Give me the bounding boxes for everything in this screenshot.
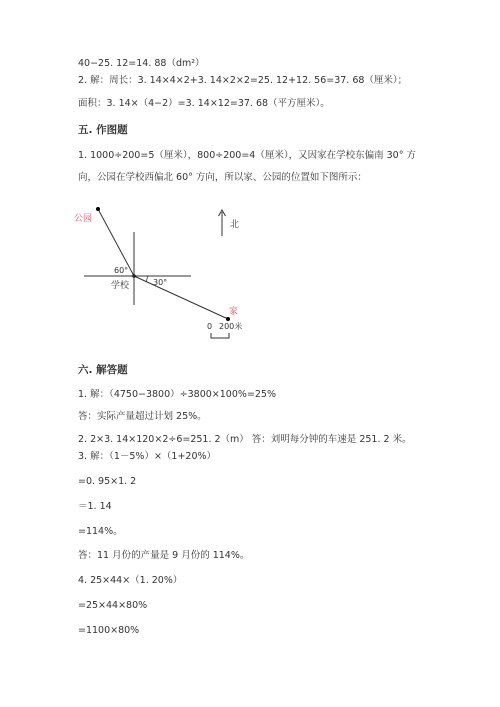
line-6: 1. 解：（4750−3800）÷3800×100%=25%: [78, 389, 276, 400]
line-8: 2. 2×3. 14×120×2÷6=251. 2（m） 答：刘明每分钟的车速是 251. 2 米。: [78, 434, 412, 445]
angle-60-label: 60°: [114, 266, 129, 275]
location-diagram: [0, 195, 500, 355]
line-2: 2. 解：周长：3. 14×4×2+3. 14×2×2=25. 12+12. 56=37. 68（厘米）；: [78, 75, 408, 86]
park-label: 公园: [74, 214, 93, 224]
line-11: ＝1. 14: [78, 501, 112, 512]
section-5-heading: 五. 作图题: [78, 124, 128, 136]
line-3: 面积：3. 14×（4−2）=3. 14×12=37. 68（平方厘米）。: [78, 98, 330, 109]
line-13: 答：11 月份的产量是 9 月份的 114%。: [78, 550, 250, 561]
scale-unit-label: 200米: [219, 322, 243, 331]
angle-30-arc: [147, 276, 149, 282]
school-label: 学校: [111, 281, 130, 291]
line-12: =114%。: [78, 526, 123, 537]
line-14: 4. 25×44×（1. 20%）: [78, 575, 183, 586]
line-4: 1. 1000÷200=5（厘米），800÷200=4（厘米），又因家在学校东偏南 30° 方: [78, 150, 416, 161]
line-5: 向，公园在学校西偏北 60° 方向，所以家、公园的位置如下图所示：: [78, 172, 367, 183]
home-point: [226, 317, 230, 321]
scale-zero-label: 0: [207, 322, 213, 331]
north-label: 北: [230, 220, 240, 230]
line-7: 答：实际产量超过计划 25%。: [78, 411, 207, 422]
line-9: 3. 解：（1－5%）×（1+20%）: [78, 451, 217, 462]
line-15: =25×44×80%: [78, 600, 148, 611]
school-home-line: [134, 276, 228, 319]
scale-bar: [211, 333, 229, 338]
section-6-heading: 六. 解答题: [78, 364, 128, 376]
line-1: 40−25. 12=14. 88（dm²）: [78, 58, 205, 69]
park-point: [96, 207, 100, 211]
line-16: =1100×80%: [78, 625, 140, 636]
home-label: 家: [229, 307, 239, 317]
line-10: =0. 95×1. 2: [78, 476, 137, 487]
angle-30-label: 30°: [153, 278, 168, 287]
